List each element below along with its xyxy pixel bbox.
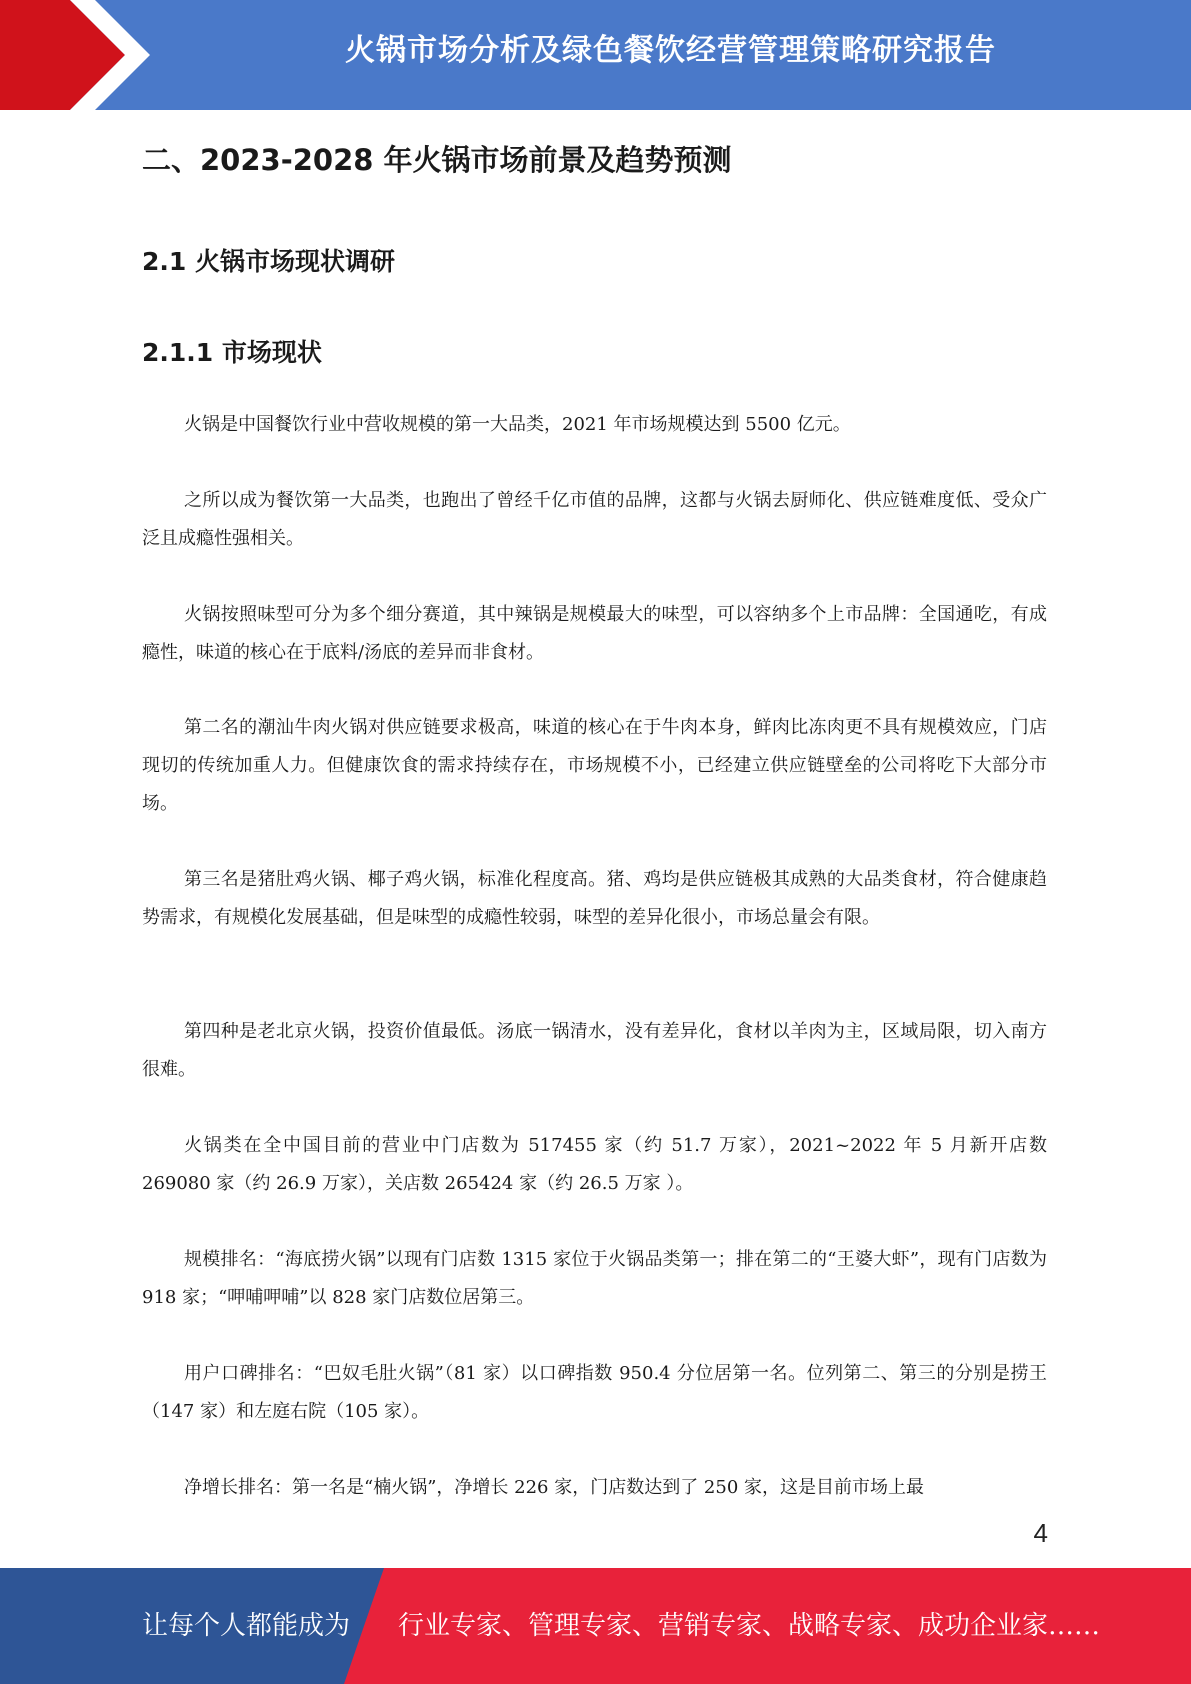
subsubsection-title: 2.1.1 市场现状 — [142, 338, 322, 367]
footer-slogan-left: 让每个人都能成为 — [142, 1611, 351, 1641]
paragraph: 火锅按照味型可分为多个细分赛道，其中辣锅是规模最大的味型，可以容纳多个上市品牌：全国通吃，有成瘾性，味道的核心在于底料/汤底的差异而非食材。 — [142, 604, 1047, 663]
paragraph: 净增长排名：第一名是“楠火锅”，净增长 226 家，门店数达到了 250 家，这是目前市场上最 — [184, 1477, 925, 1498]
paragraph: 用户口碑排名：“巴奴毛肚火锅”（81 家）以口碑指数 950.4 分位居第一名。位列第二、第三的分别是捞王（147 家）和左庭右院（105 家）。 — [142, 1363, 1047, 1422]
page-number: 4 — [1033, 1518, 1048, 1548]
paragraph: 第二名的潮汕牛肉火锅对供应链要求极高，味道的核心在于牛肉本身，鲜肉比冻肉更不具有规模效应，门店现切的传统加重人力。但健康饮食的需求持续存在，市场规模不小，已经建立供应链壁垒的公司将吃下大部分市场。 — [142, 717, 1047, 814]
section-title: 二、2023-2028 年火锅市场前景及趋势预测 — [142, 143, 732, 177]
subsection-title: 2.1 火锅市场现状调研 — [142, 247, 395, 276]
page-header — [0, 0, 1191, 110]
paragraph: 规模排名：“海底捞火锅”以现有门店数 1315 家位于火锅品类第一；排在第二的“王婆大虾”，现有门店数为 918 家；“呷哺呷哺”以 828 家门店数位居第三。 — [142, 1249, 1047, 1308]
paragraph: 之所以成为餐饮第一大品类，也跑出了曾经千亿市值的品牌，这都与火锅去厨师化、供应链难度低、受众广泛且成瘾性强相关。 — [142, 490, 1047, 549]
paragraph: 火锅类在全中国目前的营业中门店数为 517455 家（约 51.7 万家），2021~2022 年 5 月新开店数 269080 家（约 26.9 万家），关店数 265424 家（约 26.5 万家 ）。 — [142, 1135, 1047, 1194]
paragraph: 第三名是猪肚鸡火锅、椰子鸡火锅，标准化程度高。猪、鸡均是供应链极其成熟的大品类食材，符合健康趋势需求，有规模化发展基础，但是味型的成瘾性较弱，味型的差异化很小，市场总量会有限。 — [142, 869, 1047, 928]
footer-slogan-right: 行业专家、管理专家、营销专家、战略专家、成功企业家…… — [398, 1611, 1101, 1641]
page-footer — [0, 1568, 1191, 1684]
page-content — [142, 130, 1047, 1498]
paragraph: 第四种是老北京火锅，投资价值最低。汤底一锅清水，没有差异化，食材以羊肉为主，区域局限，切入南方很难。 — [142, 1021, 1047, 1080]
header-arrow-decoration — [0, 0, 160, 110]
report-title: 火锅市场分析及绿色餐饮经营管理策略研究报告 — [345, 33, 996, 68]
paragraph: 火锅是中国餐饮行业中营收规模的第一大品类，2021 年市场规模达到 5500 亿元。 — [184, 414, 851, 435]
